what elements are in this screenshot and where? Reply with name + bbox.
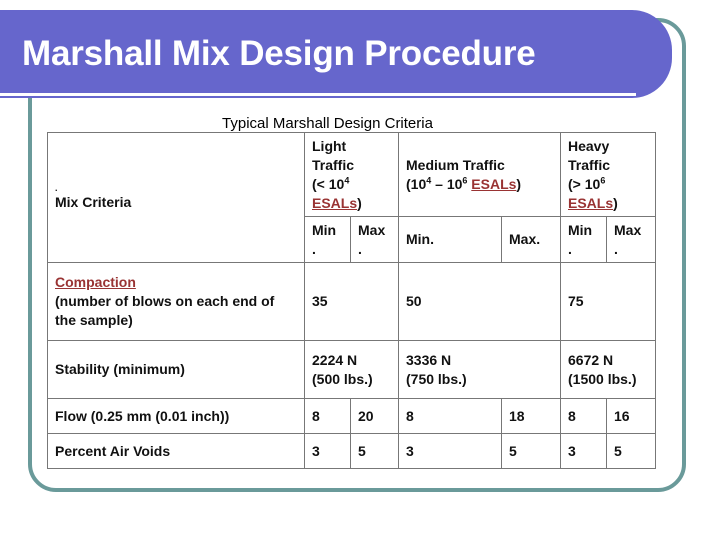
stability-heavy <box>561 341 656 399</box>
heavy-min-b: . <box>568 240 572 257</box>
medium-max-header: Max. <box>502 217 561 263</box>
medium-esals-link[interactable]: ESALs <box>471 175 517 192</box>
light-min-header <box>305 217 351 263</box>
compaction-heavy: 75 <box>561 263 656 341</box>
light-max-a: Max <box>358 221 386 238</box>
mix-criteria-header <box>48 133 305 263</box>
stability-medium-n: 3336 N <box>406 351 452 368</box>
table-caption: Typical Marshall Design Criteria <box>222 115 433 132</box>
medium-paren-close: ) <box>516 175 522 192</box>
medium-traffic-header <box>399 133 561 217</box>
slide-title: Marshall Mix Design Procedure <box>22 34 536 73</box>
light-max-b: . <box>358 240 362 257</box>
flow-medium-min: 8 <box>399 399 502 434</box>
flow-light-max: 20 <box>351 399 399 434</box>
medium-exponent-2: 6 <box>462 174 468 185</box>
heavy-traffic-header <box>561 133 656 217</box>
air-heavy-min: 3 <box>561 434 607 469</box>
header-row <box>48 133 656 217</box>
heavy-max-a: Max <box>614 221 642 238</box>
medium-min-header: Min. <box>399 217 502 263</box>
air-light-min: 3 <box>305 434 351 469</box>
mix-criteria-label: Mix Criteria <box>55 194 132 210</box>
stability-heavy-lbs: (1500 lbs.) <box>568 370 637 387</box>
light-exponent: 4 <box>344 174 350 185</box>
light-paren: (< 10 <box>312 175 345 192</box>
heavy-max-header <box>607 217 656 263</box>
air-medium-min: 3 <box>399 434 502 469</box>
table-row <box>48 399 656 434</box>
heavy-exponent: 6 <box>600 174 606 185</box>
air-voids-label: Percent Air Voids <box>48 434 305 469</box>
heavy-esals-link[interactable]: ESALs <box>568 194 614 211</box>
table-row <box>48 341 656 399</box>
compaction-medium: 50 <box>399 263 561 341</box>
compaction-desc: (number of blows on each end of the sample) <box>55 293 275 328</box>
flow-heavy-max: 16 <box>607 399 656 434</box>
header-dot: . <box>55 183 58 193</box>
medium-exponent-1: 4 <box>426 174 432 185</box>
flow-heavy-min: 8 <box>561 399 607 434</box>
flow-medium-max: 18 <box>502 399 561 434</box>
light-min-b: . <box>312 240 316 257</box>
light-paren-close: ) <box>357 194 362 211</box>
air-medium-max: 5 <box>502 434 561 469</box>
stability-medium <box>399 341 561 399</box>
title-underline <box>0 93 636 96</box>
air-heavy-max: 5 <box>607 434 656 469</box>
heavy-line2: Traffic <box>568 156 611 173</box>
medium-paren: (10 <box>406 175 427 192</box>
heavy-max-b: . <box>614 240 618 257</box>
light-line1: Light <box>312 137 347 154</box>
air-light-max: 5 <box>351 434 399 469</box>
compaction-light: 35 <box>305 263 399 341</box>
heavy-line1: Heavy <box>568 137 610 154</box>
medium-line1: Medium Traffic <box>406 156 505 173</box>
stability-label: Stability (minimum) <box>48 341 305 399</box>
stability-light <box>305 341 399 399</box>
flow-label: Flow (0.25 mm (0.01 inch)) <box>48 399 305 434</box>
flow-light-min: 8 <box>305 399 351 434</box>
heavy-min-a: Min <box>568 221 593 238</box>
heavy-min-header <box>561 217 607 263</box>
heavy-paren-close: ) <box>613 194 618 211</box>
stability-light-lbs: (500 lbs.) <box>312 370 373 387</box>
compaction-cell <box>48 263 305 341</box>
stability-heavy-n: 6672 N <box>568 351 614 368</box>
table-row <box>48 263 656 341</box>
light-line2: Traffic <box>312 156 355 173</box>
stability-medium-lbs: (750 lbs.) <box>406 370 467 387</box>
light-min-a: Min <box>312 221 337 238</box>
light-traffic-header <box>305 133 399 217</box>
table-row <box>48 434 656 469</box>
light-max-header <box>351 217 399 263</box>
heavy-paren: (> 10 <box>568 175 601 192</box>
criteria-table <box>47 132 656 469</box>
compaction-link[interactable]: Compaction <box>55 274 136 290</box>
stability-light-n: 2224 N <box>312 351 358 368</box>
medium-dash: – 10 <box>431 175 463 192</box>
light-esals-link[interactable]: ESALs <box>312 194 358 211</box>
